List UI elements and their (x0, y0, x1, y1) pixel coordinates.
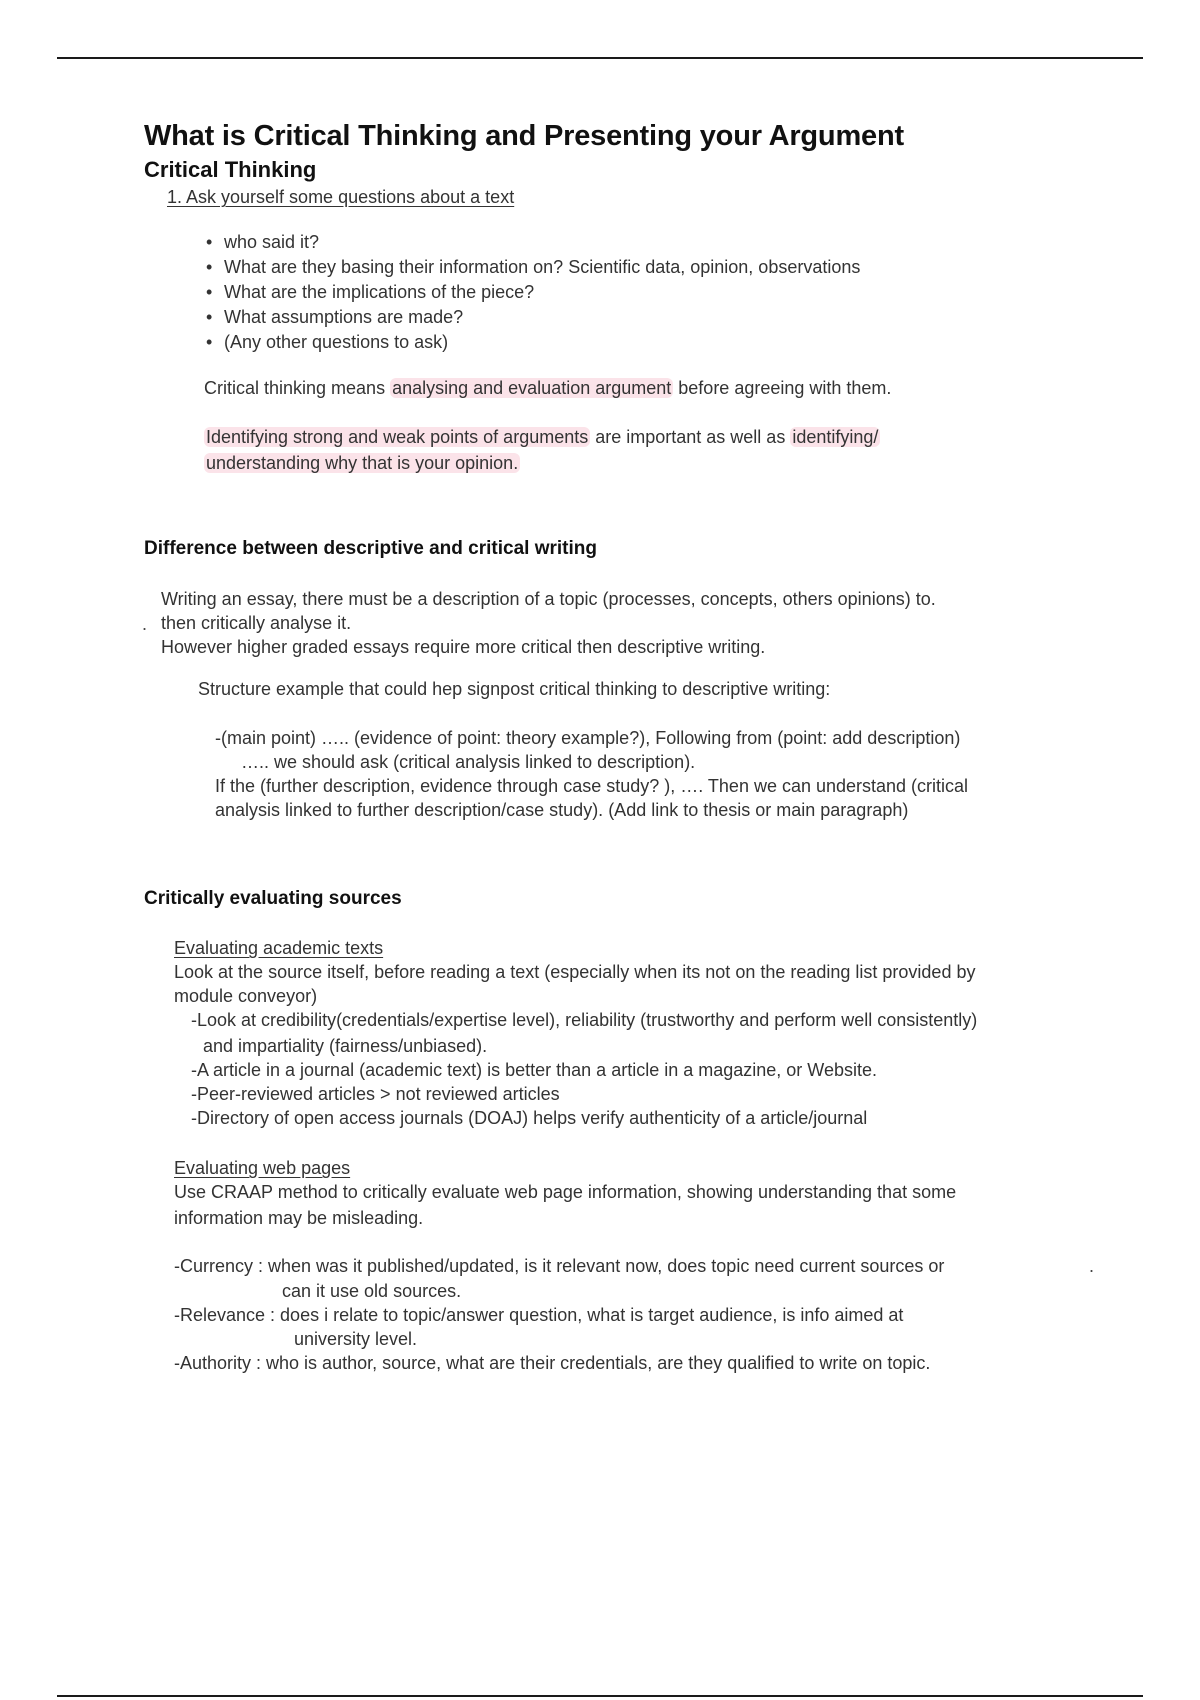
essay-line: However higher graded essays require more critical then descriptive writing. (161, 637, 766, 657)
academic-line: module conveyor) (174, 986, 318, 1006)
list-item: • who said it? (206, 230, 860, 255)
structure-line: -(main point) ….. (evidence of point: theory example?), Following from (point: add description) (215, 728, 961, 748)
bottom-rule (57, 1695, 1143, 1697)
stray-mark: . (1089, 1256, 1095, 1276)
structure-line: ….. we should ask (critical analysis linked to description). (241, 752, 696, 772)
academic-line: -Look at credibility(credentials/expertise level), reliability (trustworthy and perform well consistently) (191, 1010, 978, 1030)
list-item: • What are they basing their information on? Scientific data, opinion, observations (206, 255, 860, 280)
craap-authority-line: -Authority : who is author, source, what are their credentials, are they qualified to write on topic. (174, 1353, 931, 1373)
subheading-academic-texts: Evaluating academic texts (174, 938, 384, 958)
highlighted-phrase: analysing and evaluation argument (392, 378, 672, 398)
web-line: information may be misleading. (174, 1208, 424, 1228)
section-heading-evaluating-sources: Critically evaluating sources (144, 888, 402, 909)
craap-currency-line: -Currency : when was it published/updated, is it relevant now, does topic need current sources or (174, 1256, 945, 1276)
question-list (206, 230, 860, 355)
highlighted-phrase: Identifying strong and weak points of arguments (206, 427, 589, 447)
web-line: Use CRAAP method to critically evaluate web page information, showing understanding that some (174, 1182, 957, 1202)
critical-thinking-definition (204, 378, 891, 399)
list-item: • (Any other questions to ask) (206, 330, 860, 355)
highlighted-phrase: understanding why that is your opinion. (206, 453, 519, 473)
academic-line: -A article in a journal (academic text) is better than a article in a magazine, or Website. (191, 1060, 877, 1080)
structure-line: If the (further description, evidence through case study? ), …. Then we can understand (critical (215, 776, 969, 796)
section-heading-descriptive-vs-critical: Difference between descriptive and critical writing (144, 538, 597, 559)
list-item: • What are the implications of the piece? (206, 280, 860, 305)
highlighted-phrase: identifying/ (792, 427, 879, 447)
academic-line: and impartiality (fairness/unbiased). (203, 1036, 488, 1056)
document-title: What is Critical Thinking and Presenting your Argument (144, 120, 904, 152)
academic-line: Look at the source itself, before reading a text (especially when its not on the reading list provided by (174, 962, 976, 982)
subheading-web-pages: Evaluating web pages (174, 1158, 351, 1178)
essay-line: then critically analyse it. (161, 613, 352, 633)
paragraph-text: are important as well as (590, 427, 791, 447)
structure-intro: Structure example that could hep signpost critical thinking to descriptive writing: (198, 679, 831, 699)
definition-text-before: Critical thinking means (204, 378, 391, 398)
stray-dot: . (142, 614, 148, 634)
essay-line: Writing an essay, there must be a description of a topic (processes, concepts, others opinions) to. (161, 589, 936, 609)
numbered-question-intro: 1. Ask yourself some questions about a text (167, 187, 515, 207)
list-item: • What assumptions are made? (206, 305, 860, 330)
strong-weak-points-line-1 (204, 427, 880, 448)
craap-relevance-line-cont: university level. (294, 1329, 418, 1349)
academic-line: -Directory of open access journals (DOAJ) helps verify authenticity of a article/journal (191, 1108, 868, 1128)
definition-text-after: before agreeing with them. (673, 378, 892, 398)
craap-currency-line-cont: can it use old sources. (282, 1281, 462, 1301)
strong-weak-points-line-2 (204, 453, 520, 474)
craap-relevance-line: -Relevance : does i relate to topic/answer question, what is target audience, is info aimed at (174, 1305, 904, 1325)
section-heading-critical-thinking: Critical Thinking (144, 157, 317, 182)
academic-line: -Peer-reviewed articles > not reviewed articles (191, 1084, 560, 1104)
structure-line: analysis linked to further description/case study). (Add link to thesis or main paragraph) (215, 800, 909, 820)
